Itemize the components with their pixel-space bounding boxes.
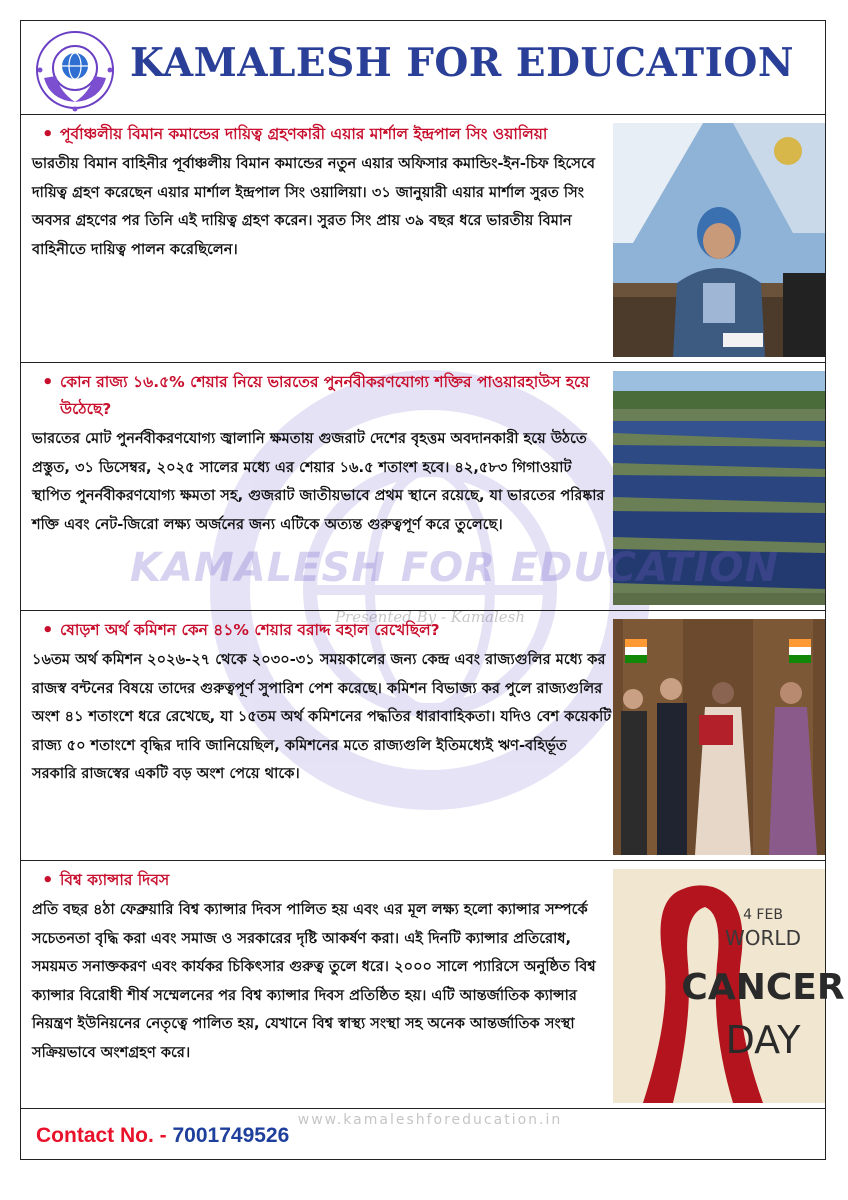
contact-label: Contact No. - — [36, 1124, 173, 1147]
article-body: প্রতি বছর ৪ঠা ফেব্রুয়ারি বিশ্ব ক্যান্সার দিবস পালিত হয় এবং এর মূল লক্ষ্য হলো ক্যান্সার সম্পর্কে সচেতনতা বৃদ্ধি করা এবং সমাজ ও সরকারের দৃষ্টি আকর্ষণ করা। এই দিনটি ক্যান্সার প্রতিরোধ, সময়মত সনাক্তকরণ এবং কার্যকর চিকিৎসার গুরুত্ব তুলে ধরে। ২০০০ সালে প্যারিসে অনুষ্ঠিত বিশ্ব ক্যান্সার বিরোধী শীর্ষ সম্মেলনের পর বিশ্ব ক্যান্সার দিবস প্রতিষ্ঠিত হয়। এটি আন্তর্জাতিক ক্যান্সার নিয়ন্ত্রণ ইউনিয়নের নেতৃত্বে পালিত হয়, যেখানে বিশ্ব স্বাস্থ্য সংস্থা সহ অনেক আন্তর্জাতিক সংস্থা সক্রিয়ভাবে অংশগ্রহণ করে। — [32, 901, 596, 1061]
wcd-date-text: 4 FEB — [743, 907, 783, 923]
watermark-presenter: Presented By - Kamalesh — [334, 608, 526, 626]
contact-number: 7001749526 — [172, 1124, 290, 1147]
contact-line — [36, 1124, 289, 1148]
bullet-icon: • — [42, 124, 54, 145]
article-section — [20, 611, 826, 861]
article-heading-text: ষোড়শ অর্থ কমিশন কেন ৪১% শেয়ার বরাদ্দ বহাল রেখেছিল? — [60, 621, 440, 639]
air-marshal-photo — [613, 123, 825, 357]
article-body: ভারতের মোট পুনর্নবীকরণযোগ্য জ্বালানি ক্ষমতায় গুজরাট দেশের বৃহত্তম অবদানকারী হয়ে উঠতে প্রস্তুত, ৩১ ডিসেম্বর, ২০২৫ সালের মধ্যে এর শেয়ার ১৬.৫ শতাংশ হবে। ৪২,৫৮৩ গিগাওয়াট স্থাপিত পুনর্নবীকরণযোগ্য ক্ষমতা সহ, গুজরাট জাতীয়ভাবে প্রথম স্থানে রয়েছে, যা ভারতের পরিষ্কার শক্তি এবং নেট-জিরো লক্ষ্য অর্জনের জন্য এটিকে অত্যন্ত গুরুত্বপূর্ণ করে তুলেছে। — [32, 430, 605, 533]
watermark-url: www.kamaleshforeducation.in — [297, 1112, 563, 1128]
article-heading-text: বিশ্ব ক্যান্সার দিবস — [60, 871, 170, 889]
watermark-text: KAMALESH FOR EDUCATION — [130, 545, 779, 591]
bullet-icon: • — [42, 620, 54, 641]
brand-logo-icon — [30, 30, 120, 112]
wcd-world-text: WORLD — [725, 926, 801, 950]
bullet-icon: • — [42, 870, 54, 891]
article-section — [20, 861, 845, 1109]
brand-title: KAMALESH FOR EDUCATION — [130, 40, 795, 86]
article-body: ১৬তম অর্থ কমিশন ২০২৬-২৭ থেকে ২০৩০-৩১ সময়কালের জন্য কেন্দ্র এবং রাজ্যগুলির মধ্যে কর রাজস্ব বন্টনের বিষয়ে তাদের গুরুত্বপূর্ণ সুপারিশ পেশ করেছে। কমিশন বিভাজ্য কর পুলে রাজ্যগুলির অংশ ৪১ শতাংশে ধরে রেখেছে, যা ১৫তম অর্থ কমিশনের পদ্ধতির ধারাবাহিকতা। যদিও বেশ কয়েকটি রাজ্য ৫০ শতাংশে বৃদ্ধির দাবি জানিয়েছিল, কমিশনের মতে রাজ্যগুলি ইতিমধ্যেই ঋণ-বহির্ভূত সরকারি রাজস্বের একটি বড় অংশ পেয়ে থাকে। — [32, 651, 612, 782]
article-heading-text: কোন রাজ্য ১৬.৫% শেয়ার নিয়ে ভারতের পুনর্নবীকরণযোগ্য শক্তির পাওয়ারহাউস হয়ে উঠেছে? — [60, 373, 590, 418]
article-heading — [32, 867, 612, 894]
wcd-day-text: DAY — [725, 1018, 801, 1062]
article-section — [20, 115, 826, 363]
article-body: ভারতীয় বিমান বাহিনীর পূর্বাঞ্চলীয় বিমান কমান্ডের নতুন এয়ার অফিসার কমান্ডিং-ইন-চিফ হিসেবে দায়িত্ব গ্রহণ করেছেন এয়ার মার্শাল ইন্দ্রপাল সিং ওয়ালিয়া। ৩১ জানুয়ারী এয়ার মার্শাল সুরত সিং অবসর গ্রহণের পর তিনি এই দায়িত্ব গ্রহণ করেন। সুরত সিং প্রায় ৩৯ বছর ধরে ভারতীয় বিমান বাহিনীতে দায়িত্ব পালন করেছিলেন। — [32, 155, 596, 258]
header — [20, 20, 826, 115]
world-cancer-day-image — [613, 869, 845, 1103]
article-heading-text: পূর্বাঞ্চলীয় বিমান কমান্ডের দায়িত্ব গ্রহণকারী এয়ার মার্শাল ইন্দ্রপাল সিং ওয়ালিয়া — [60, 125, 548, 143]
article-heading — [32, 121, 612, 148]
bullet-icon: • — [42, 372, 54, 393]
finance-commission-photo — [613, 619, 825, 855]
wcd-cancer-text: CANCER — [681, 967, 845, 1008]
article-heading — [32, 369, 612, 423]
